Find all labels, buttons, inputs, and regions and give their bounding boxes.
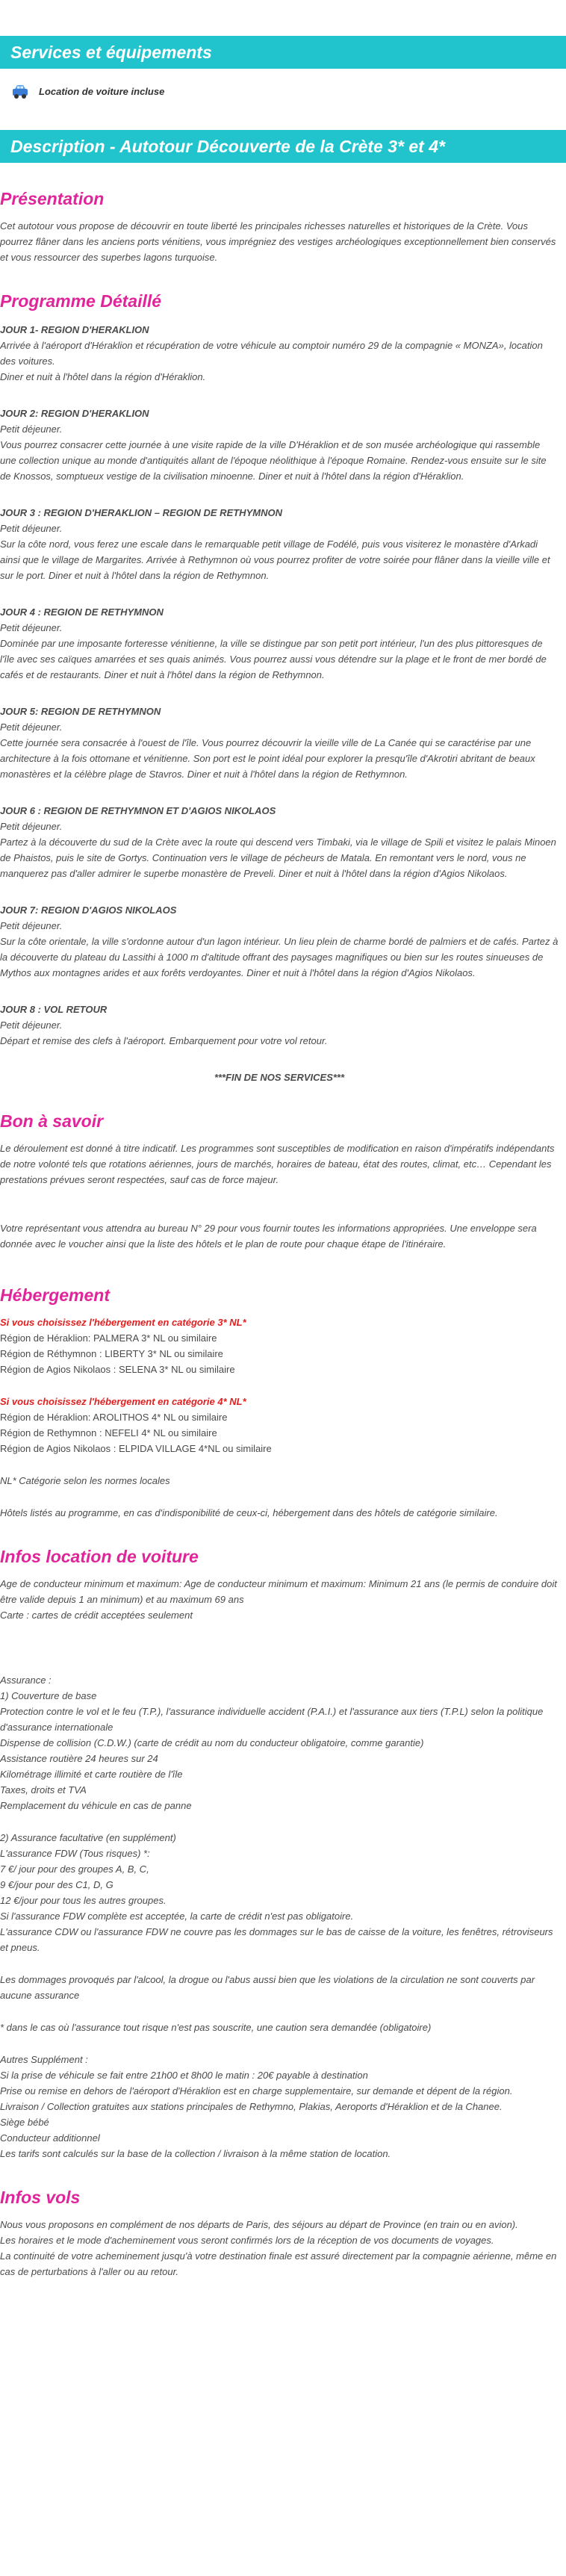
location-title: Infos location de voiture <box>0 1547 199 1566</box>
day-line: Petit déjeuner. <box>0 523 63 534</box>
hotel-line: Région de Agios Nikolaos : ELPIDA VILLAGE 4*NL ou similaire <box>0 1443 272 1454</box>
day-line: Cette journée sera consacrée à l'ouest de l'île. Vous pourrez découvrir la vieille ville de La Canée qui se caractérise par une architecture à la fois ottomane et vénitienne. Son port est le point idéal pour explorer la presqu'île d'Akrotiri abritant de beaux monastères et la célèbre plage de Stavros. Diner et nuit à l'hôtel dans la région de Rethymnon. <box>0 737 535 780</box>
day-line: Partez à la découverte du sud de la Crète avec la route qui descend vers Timbaki, via le village de Spili et visitez le palais Minoen de Phaistos, puis le site de Gortys. Continuation vers le village de pécheurs de Matala. En remontant vers le nord, vous ne manquerez pas d'aller admirer le superbe monastère de Preveli. Diner et nuit à l'hôtel dans la région d'Agios Nikolaos. <box>0 837 556 879</box>
hebergement-note: NL* Catégorie selon les normes locales <box>0 1475 170 1486</box>
day-line: Arrivée à l'aéroport d'Héraklion et récupération de votre véhicule au comptoir numéro 29 de la compagnie « MONZA», location des voitures. <box>0 340 543 367</box>
day-title: JOUR 3 : REGION D'HERAKLION – REGION DE RETHYMNON <box>0 507 282 518</box>
location-intro: Carte : cartes de crédit acceptées seulement <box>0 1610 193 1621</box>
vols-title: Infos vols <box>0 2188 81 2207</box>
assurance-line: Protection contre le vol et le feu (T.P.), l'assurance individuelle accident (P.A.I.) et l'assurance aux tiers (T.P.L) selon la politique d'assurance internationale <box>0 1706 544 1733</box>
supplement-line: Livraison / Collection gratuites aux stations principales de Rethymno, Plakias, Aeroports d'Héraklion et de la Chanee. <box>0 2101 503 2112</box>
supplement-line: Si la prise de véhicule se fait entre 21h00 et 8h00 le matin : 20€ payable à destination <box>0 2070 368 2081</box>
hebergement-title: Hébergement <box>0 1285 110 1305</box>
services-banner: Services et équipements <box>0 36 566 69</box>
day-line: Sur la côte orientale, la ville s'ordonne autour d'un lagon intérieur. Un lieu plein de charme bordé de palmiers et de cafés. Partez à la découverte du plateau du Lassithi à 1000 m d'altitude offrant des paysages magnifiques ou bien sur les routes sinueuses de Mythos aux montagnes arides et aux forêts verdoyantes. Diner et nuit à l'hôtel dans la région d'Agios Nikolaos. <box>0 936 559 978</box>
day-line: Départ et remise des clefs à l'aéroport. Embarquement pour votre vol retour. <box>0 1035 328 1046</box>
category-heading: Si vous choisissez l'hébergement en catégorie 4* NL* <box>0 1396 246 1407</box>
presentation-title: Présentation <box>0 189 105 208</box>
vols-line: Les horaires et le mode d'acheminement vous seront confirmés lors de la réception de vos documents de voyages. <box>0 2235 494 2246</box>
day-title: JOUR 1- REGION D'HERAKLION <box>0 324 149 335</box>
facultative-line: 7 €/ jour pour des groupes A, B, C, <box>0 1863 149 1875</box>
day-title: JOUR 2: REGION D'HERAKLION <box>0 408 149 419</box>
hotel-line: Région de Héraklion: AROLITHOS 4* NL ou similaire <box>0 1412 228 1423</box>
caution-text: * dans le cas où l'assurance tout risque n'est pas souscrite, une caution sera demandée (obligatoire) <box>0 2022 432 2033</box>
assurance-line: Assistance routière 24 heures sur 24 <box>0 1753 158 1764</box>
day-line: Petit déjeuner. <box>0 423 63 435</box>
service-item <box>0 69 566 105</box>
assurance-line: Taxes, droits et TVA <box>0 1784 87 1796</box>
assurance-line: 1) Couverture de base <box>0 1690 97 1701</box>
service-item-label: Location de voiture incluse <box>39 85 165 97</box>
main-content <box>0 188 566 2279</box>
description-banner: Description - Autotour Découverte de la Crète 3* et 4* <box>0 130 566 163</box>
supplement-line: Autres Supplément : <box>0 2054 88 2065</box>
bon-a-savoir-para: Votre représentant vous attendra au bureau N° 29 pour vous fournir toutes les informations appropriées. Une enveloppe sera donnée avec le voucher ainsi que la liste des hôtels et le plan de route pour chaque étape de l'itinéraire. <box>0 1223 537 1250</box>
facultative-line: L'assurance CDW ou l'assurance FDW ne couvre pas les dommages sur le bas de caisse de la voiture, les fenêtres, rétroviseurs et pneus. <box>0 1926 553 1953</box>
assurance-line: Remplacement du véhicule en cas de panne <box>0 1800 192 1811</box>
day-title: JOUR 4 : REGION DE RETHYMNON <box>0 606 164 618</box>
supplement-line: Les tarifs sont calculés sur la base de la collection / livraison à la même station de location. <box>0 2148 391 2159</box>
day-line: Petit déjeuner. <box>0 721 63 733</box>
supplement-line: Conducteur additionnel <box>0 2132 100 2144</box>
car-rental-icon <box>10 82 30 100</box>
day-title: JOUR 5: REGION DE RETHYMNON <box>0 706 161 717</box>
dommages-text: Les dommages provoqués par l'alcool, la drogue ou l'abus aussi bien que les violations de la circulation ne sont couverts par aucune assurance <box>0 1974 535 2001</box>
day-line: Vous pourrez consacrer cette journée à une visite rapide de la ville D'Héraklion et de son musée archéologique qui rassemble une collection unique au monde d'antiquités allant de l'époque néolithique à l'époque Romaine. Rendez-vous ensuite sur le site de Knossos, somptueux vestige de la civilisation minoenne. Diner et nuit à l'hôtel dans la région d'Héraklion. <box>0 439 547 482</box>
hotel-line: Région de Rethymnon : NEFELI 4* NL ou similaire <box>0 1427 217 1438</box>
day-line: Sur la côte nord, vous ferez une escale dans le remarquable petit village de Fodélé, puis vous visiterez le monastère d'Arkadi ainsi que le village de Margarites. Arrivée à Rethymnon où vous pourrez profiter de votre soirée pour flâner dans la vieille ville et sur le port. Diner et nuit à l'hôtel dans la région de Rethymnon. <box>0 539 550 581</box>
facultative-line: 12 €/jour pour tous les autres groupes. <box>0 1895 167 1906</box>
day-title: JOUR 8 : VOL RETOUR <box>0 1004 108 1015</box>
supplement-line: Prise ou remise en dehors de l'aéroport d'Héraklion est en charge supplementaire, sur demande et dépent de la région. <box>0 2085 513 2097</box>
day-title: JOUR 7: REGION D'AGIOS NIKOLAOS <box>0 904 177 916</box>
assurance-line: Assurance : <box>0 1675 52 1686</box>
end-services: ***FIN DE NOS SERVICES*** <box>214 1072 345 1083</box>
supplement-line: Siège bébé <box>0 2117 49 2128</box>
programme-title: Programme Détaillé <box>0 291 162 311</box>
facultative-line: Si l'assurance FDW complète est acceptée, la carte de crédit n'est pas obligatoire. <box>0 1911 354 1922</box>
day-line: Petit déjeuner. <box>0 1019 63 1031</box>
bon-a-savoir-para: Le déroulement est donné à titre indicatif. Les programmes sont susceptibles de modification en raison d'impératifs indépendants de notre volonté tels que rotations aériennes, jours de marchés, horaires de bateau, état des routes, climat, etc… Cependant les prestations prévues seront respectées, sauf cas de force majeur. <box>0 1143 555 1185</box>
location-intro: Age de conducteur minimum et maximum: Age de conducteur minimum et maximum: Minimum 21 ans (le permis de conduire doit être valide depuis 1 an minimum) et au maximum 69 ans <box>0 1578 557 1605</box>
page <box>0 36 566 2294</box>
bon-a-savoir-title: Bon à savoir <box>0 1111 104 1131</box>
facultative-line: 9 €/jour pour des C1, D, G <box>0 1879 113 1890</box>
day-line: Petit déjeuner. <box>0 920 63 931</box>
hotel-line: Région de Réthymnon : LIBERTY 3* NL ou similaire <box>0 1348 223 1359</box>
day-line: Petit déjeuner. <box>0 622 63 633</box>
hotel-line: Région de Héraklion: PALMERA 3* NL ou similaire <box>0 1332 217 1344</box>
day-line: Petit déjeuner. <box>0 821 63 832</box>
category-heading: Si vous choisissez l'hébergement en catégorie 3* NL* <box>0 1317 246 1328</box>
day-line: Dominée par une imposante forteresse vénitienne, la ville se distingue par son petit port intérieur, l'un des plus pittoresques de l'île avec ses caïques amarrées et ses quais animés. Vous pourrez aussi vous détendre sur la plage et le front de mer bordé de cafés et de restaurants. Diner et nuit à l'hôtel dans la région de Rethymnon. <box>0 638 547 680</box>
facultative-line: 2) Assurance facultative (en supplément) <box>0 1832 176 1843</box>
vols-line: Nous vous proposons en complément de nos départs de Paris, des séjours au départ de Province (en train ou en avion). <box>0 2219 518 2230</box>
hotel-line: Région de Agios Nikolaos : SELENA 3* NL ou similaire <box>0 1364 235 1375</box>
day-title: JOUR 6 : REGION DE RETHYMNON ET D'AGIOS NIKOLAOS <box>0 805 276 816</box>
presentation-text: Cet autotour vous propose de découvrir en toute liberté les principales richesses naturelles et historiques de la Crète. Vous pourrez flâner dans les anciens ports vénitiens, vous imprégniez des vestiges archéologiques exceptionnellement bien conservés et vous ressourcer des superbes lagons turquoise. <box>0 220 556 263</box>
programme-days <box>0 322 559 1049</box>
hebergement-note: Hôtels listés au programme, en cas d'indisponibilité de ceux-ci, hébergement dans des hôtels de catégorie similaire. <box>0 1507 498 1518</box>
day-line: Diner et nuit à l'hôtel dans la région d'Héraklion. <box>0 371 206 382</box>
assurance-line: Kilométrage illimité et carte routière de l'île <box>0 1769 183 1780</box>
assurance-line: Dispense de collision (C.D.W.) (carte de crédit au nom du conducteur obligatoire, comme garantie) <box>0 1737 424 1748</box>
vols-line: La continuité de votre acheminement jusqu'à votre destination finale est assuré directement par la compagnie aérienne, même en cas de perturbations à l'aller ou au retour. <box>0 2250 557 2277</box>
facultative-line: L'assurance FDW (Tous risques) *: <box>0 1848 150 1859</box>
